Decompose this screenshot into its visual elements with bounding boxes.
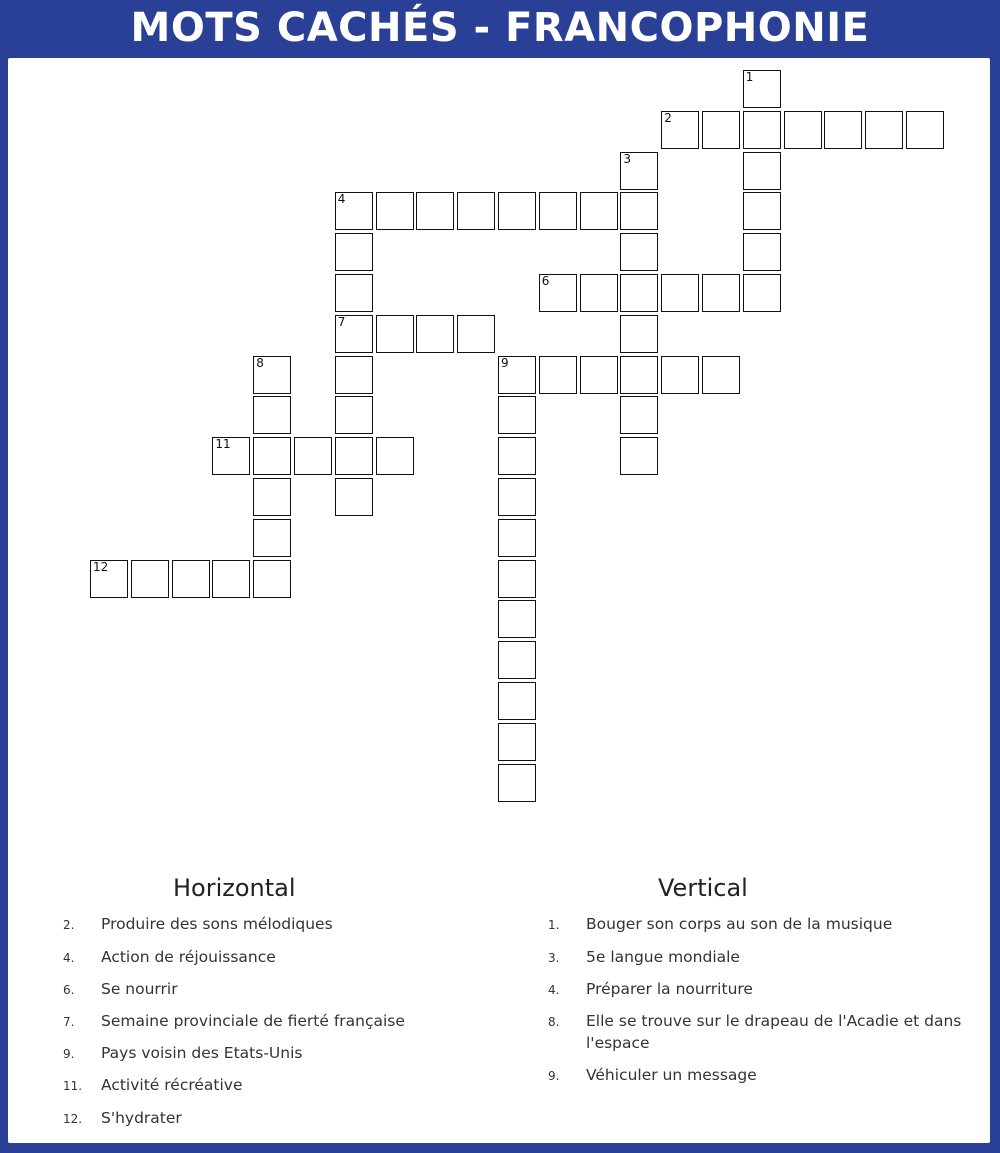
crossword-cell[interactable] — [376, 315, 414, 353]
crossword-cell[interactable] — [335, 233, 373, 271]
crossword-cell[interactable] — [90, 560, 128, 598]
clue-number: 7 — [337, 314, 346, 329]
clue-text: Activité récréative — [101, 1076, 243, 1094]
crossword-cell[interactable] — [498, 519, 536, 557]
crossword-cell[interactable] — [702, 111, 740, 149]
crossword-cell[interactable] — [661, 356, 699, 394]
clue-number: 4 — [337, 192, 346, 207]
clue-text: Pays voisin des Etats-Unis — [101, 1044, 303, 1062]
crossword-cell[interactable] — [498, 437, 536, 475]
crossword-cell[interactable] — [335, 274, 373, 312]
crossword-cell[interactable] — [416, 192, 454, 230]
crossword-cell[interactable] — [212, 560, 250, 598]
crossword-cell[interactable] — [335, 437, 373, 475]
crossword-panel — [8, 58, 990, 1143]
crossword-cell[interactable] — [661, 274, 699, 312]
clue-text: Semaine provinciale de fierté française — [101, 1012, 405, 1030]
clue-number: 11 — [215, 437, 231, 452]
clue-text: Bouger son corps au son de la musique — [586, 915, 893, 933]
crossword-cell[interactable] — [743, 111, 781, 149]
crossword-cell[interactable] — [294, 437, 332, 475]
crossword-cell[interactable] — [743, 70, 781, 108]
crossword-cell[interactable] — [661, 111, 699, 149]
crossword-cell[interactable] — [253, 356, 291, 394]
clue-text: Se nourrir — [101, 980, 178, 998]
clue-number: 11. — [63, 1079, 83, 1093]
clue-text: S'hydrater — [101, 1109, 182, 1127]
crossword-cell[interactable] — [416, 315, 454, 353]
crossword-cell[interactable] — [620, 233, 658, 271]
crossword-cell[interactable] — [172, 560, 210, 598]
crossword-cell[interactable] — [743, 274, 781, 312]
page-title: MOTS CACHÉS - FRANCOPHONIE — [130, 5, 870, 51]
crossword-cell[interactable] — [743, 152, 781, 190]
crossword-cell[interactable] — [253, 519, 291, 557]
crossword-cell[interactable] — [702, 356, 740, 394]
clue-number: 9. — [548, 1069, 560, 1083]
crossword-cell[interactable] — [498, 396, 536, 434]
crossword-cell[interactable] — [498, 682, 536, 720]
crossword-cell[interactable] — [620, 315, 658, 353]
crossword-cell[interactable] — [498, 764, 536, 802]
crossword-cell[interactable] — [620, 152, 658, 190]
crossword-cell[interactable] — [824, 111, 862, 149]
crossword-cell[interactable] — [212, 437, 250, 475]
clue-number: 6. — [63, 983, 75, 997]
crossword-cell[interactable] — [335, 356, 373, 394]
clue-number: 4. — [548, 983, 560, 997]
crossword-cell[interactable] — [498, 641, 536, 679]
crossword-cell[interactable] — [498, 723, 536, 761]
crossword-cell[interactable] — [131, 560, 169, 598]
crossword-cell[interactable] — [335, 396, 373, 434]
horizontal-heading: Horizontal — [173, 874, 296, 902]
crossword-cell[interactable] — [498, 478, 536, 516]
crossword-cell[interactable] — [498, 192, 536, 230]
clue-text: Action de réjouissance — [101, 948, 276, 966]
crossword-cell[interactable] — [539, 192, 577, 230]
crossword-cell[interactable] — [620, 356, 658, 394]
clue-number: 2. — [63, 918, 75, 932]
clue-text: Véhiculer un message — [586, 1066, 757, 1084]
clue-number: 12 — [93, 559, 109, 574]
crossword-cell[interactable] — [743, 192, 781, 230]
clue-number: 8. — [548, 1015, 560, 1029]
vertical-heading: Vertical — [658, 874, 748, 902]
crossword-cell[interactable] — [498, 356, 536, 394]
clue-text: Elle se trouve sur le drapeau de l'Acadie et dans l'espace — [586, 1012, 962, 1052]
clue-number: 1 — [745, 70, 754, 84]
crossword-cell[interactable] — [253, 437, 291, 475]
crossword-cell[interactable] — [580, 356, 618, 394]
crossword-cell[interactable] — [620, 396, 658, 434]
crossword-cell[interactable] — [539, 274, 577, 312]
crossword-cell[interactable] — [253, 560, 291, 598]
crossword-cell[interactable] — [457, 315, 495, 353]
crossword-cell[interactable] — [457, 192, 495, 230]
clue-text: Préparer la nourriture — [586, 980, 753, 998]
clue-number: 7. — [63, 1015, 75, 1029]
crossword-cell[interactable] — [580, 192, 618, 230]
crossword-cell[interactable] — [865, 111, 903, 149]
clue-number: 2 — [664, 110, 672, 125]
crossword-grid — [8, 58, 990, 858]
crossword-cell[interactable] — [702, 274, 740, 312]
crossword-cell[interactable] — [498, 600, 536, 638]
clue-number: 9. — [63, 1047, 75, 1061]
crossword-cell[interactable] — [253, 396, 291, 434]
crossword-cell[interactable] — [620, 192, 658, 230]
crossword-cell[interactable] — [743, 233, 781, 271]
crossword-cell[interactable] — [376, 192, 414, 230]
crossword-cell[interactable] — [906, 111, 944, 149]
clue-text: Produire des sons mélodiques — [101, 915, 333, 933]
crossword-cell[interactable] — [620, 274, 658, 312]
crossword-cell[interactable] — [335, 478, 373, 516]
clue-number: 8 — [256, 355, 264, 370]
crossword-cell[interactable] — [620, 437, 658, 475]
crossword-cell[interactable] — [335, 315, 373, 353]
clue-number: 3. — [548, 951, 560, 965]
clue-number: 6 — [541, 274, 550, 288]
crossword-cell[interactable] — [498, 560, 536, 598]
clue-number: 4. — [63, 951, 75, 965]
crossword-cell[interactable] — [580, 274, 618, 312]
clue-number: 3 — [623, 151, 632, 166]
crossword-cell[interactable] — [784, 111, 822, 149]
clue-number: 12. — [63, 1112, 83, 1126]
crossword-cell[interactable] — [376, 437, 414, 475]
clue-number: 9 — [501, 355, 509, 370]
clue-text: 5e langue mondiale — [586, 948, 740, 966]
crossword-cell[interactable] — [539, 356, 577, 394]
clue-number: 1. — [548, 918, 560, 932]
crossword-cell[interactable] — [253, 478, 291, 516]
crossword-cell[interactable] — [335, 192, 373, 230]
